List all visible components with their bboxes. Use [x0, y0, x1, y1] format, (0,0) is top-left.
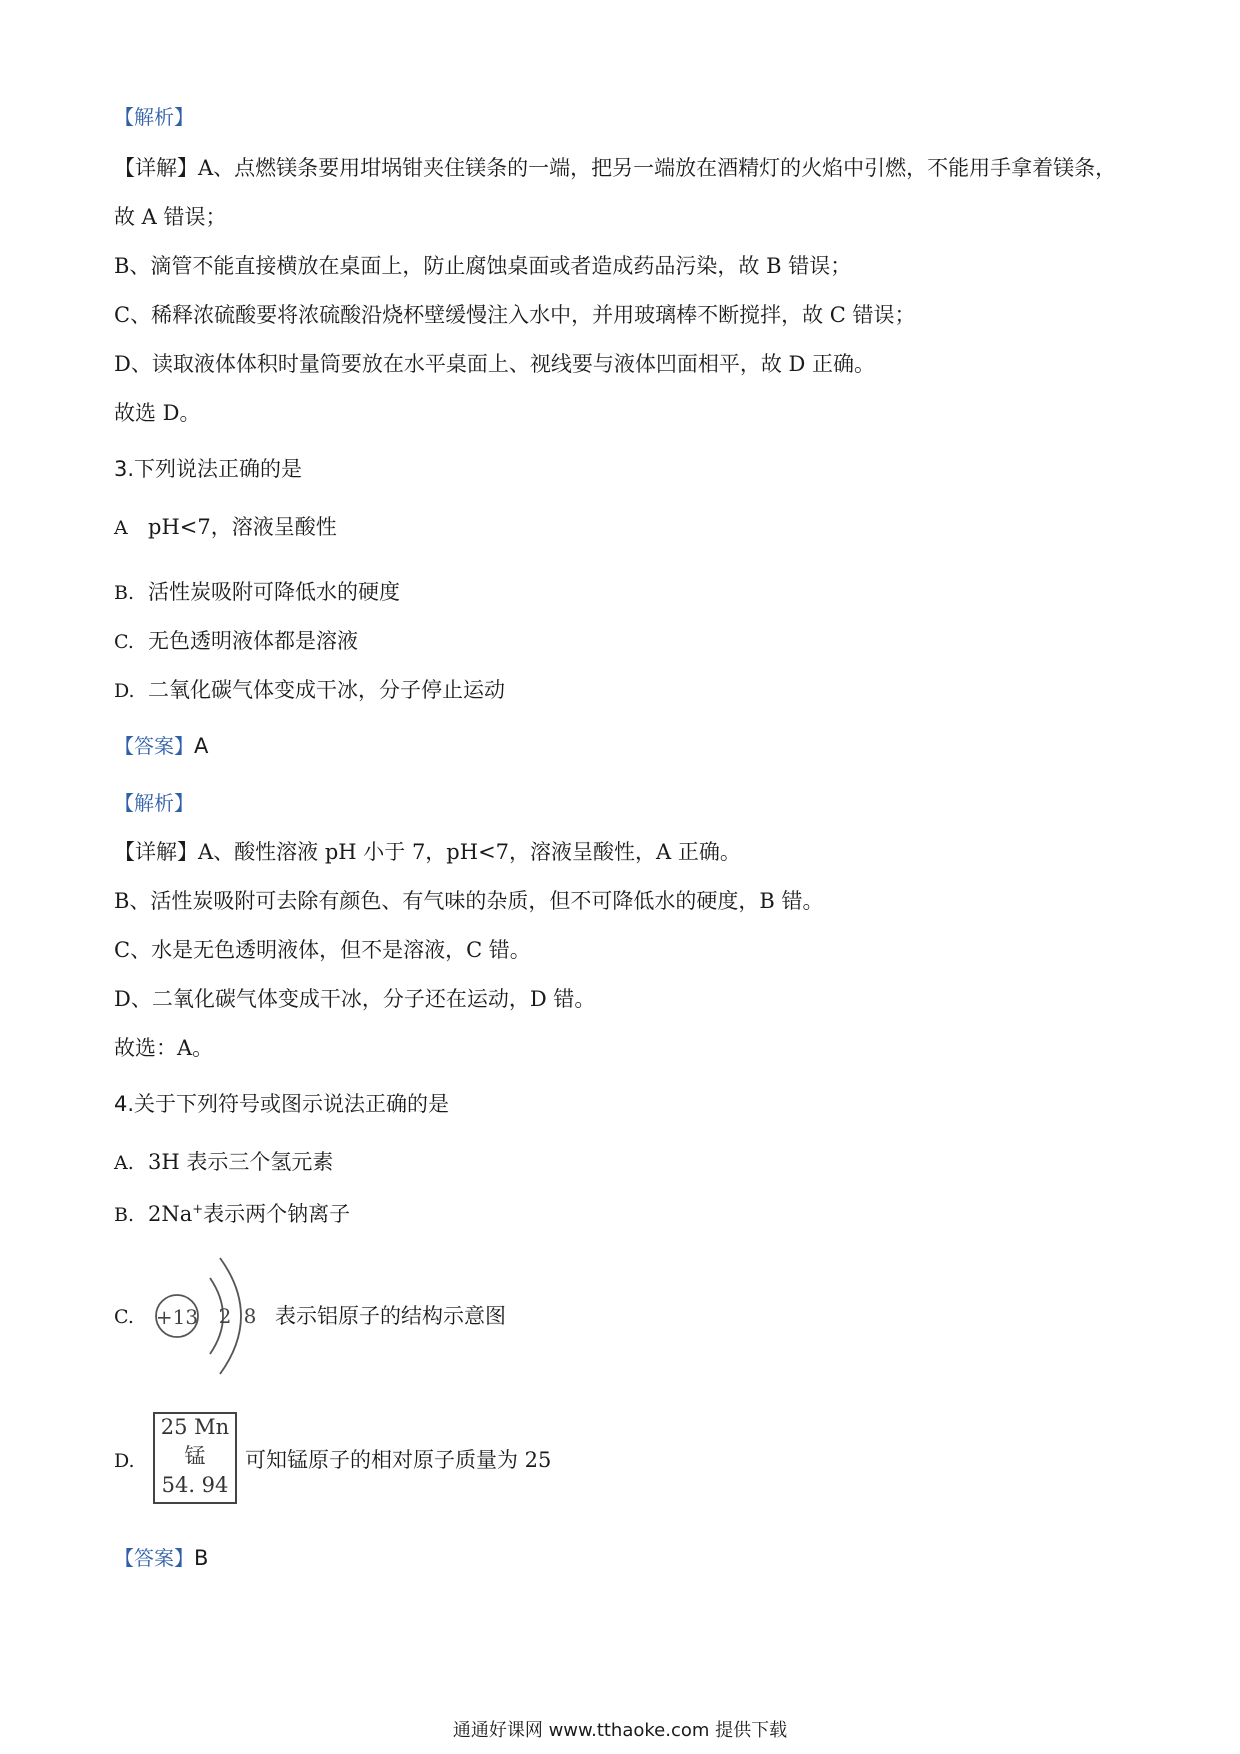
detail-line: D、二氧化碳气体变成干冰，分子还在运动，D 错。 — [114, 987, 596, 1011]
detail-line: C、稀释浓硫酸要将浓硫酸沿烧杯壁缓慢注入水中，并用玻璃棒不断搅拌，故 C 错误； — [114, 303, 916, 327]
detail-line: B、活性炭吸附可去除有颜色、有气味的杂质，但不可降低水的硬度，B 错。 — [114, 889, 824, 913]
answer-tag: 【答案】 — [114, 1546, 194, 1570]
detail-line: D、读取液体体积时量筒要放在水平桌面上、视线要与液体凹面相平，故 D 正确。 — [114, 352, 876, 376]
q4-option-c-text: 表示铝原子的结构示意图 — [275, 1304, 506, 1328]
q4-option-c-label — [114, 1302, 148, 1331]
charge-superscript: + — [192, 1202, 204, 1217]
q4-option-d-text: 可知锰原子的相对原子质量为 25 — [245, 1448, 552, 1472]
option-label: B. — [114, 582, 135, 604]
question-3-stem: 3.下列说法正确的是 — [114, 457, 303, 481]
q3-option-a — [114, 513, 337, 542]
q3-answer — [114, 732, 208, 760]
q3-option-d — [114, 676, 505, 705]
answer-value: B — [194, 1546, 209, 1570]
element-mass: 54. 94 — [161, 1473, 229, 1497]
option-label: C. — [114, 1306, 134, 1328]
option-text: 活性炭吸附可降低水的硬度 — [148, 580, 400, 604]
conclusion-line: 故选 D。 — [114, 401, 201, 425]
analysis-heading: 【解析】 — [114, 105, 194, 129]
option-label: A — [114, 517, 128, 539]
ion-formula: 2Na — [148, 1202, 193, 1226]
detail-line: 【详解】A、酸性溶液 pH 小于 7，pH<7，溶液呈酸性，A 正确。 — [114, 840, 741, 864]
detail-line: C、水是无色透明液体，但不是溶液，C 错。 — [114, 938, 531, 962]
answer-tag: 【答案】 — [114, 734, 194, 758]
q3-option-c — [114, 627, 358, 656]
q4-option-a — [114, 1148, 333, 1177]
detail-line: 【详解】A、点燃镁条要用坩埚钳夹住镁条的一端，把另一端放在酒精灯的火焰中引燃，不能用手拿着镁条， — [114, 156, 1117, 180]
nucleus-charge: +13 — [155, 1305, 199, 1329]
option-label: A. — [114, 1152, 134, 1174]
element-number-symbol: 25 Mn — [160, 1415, 230, 1439]
element-name: 锰 — [184, 1444, 206, 1468]
shell-1-electrons: 2 — [218, 1304, 232, 1328]
q3-option-b — [114, 578, 400, 607]
detail-line: 故 A 错误； — [114, 205, 227, 229]
conclusion-line: 故选：A。 — [114, 1036, 214, 1060]
answer-value: A — [194, 734, 209, 758]
option-label: D. — [114, 680, 135, 702]
shell-2-electrons: 8 — [243, 1304, 257, 1328]
q4-option-b — [114, 1196, 350, 1229]
detail-line: B、滴管不能直接横放在桌面上，防止腐蚀桌面或者造成药品污染，故 B 错误； — [114, 254, 852, 278]
option-text: pH<7，溶液呈酸性 — [148, 515, 337, 539]
question-4-stem: 4.关于下列符号或图示说法正确的是 — [114, 1092, 450, 1116]
q4-option-d-label — [114, 1446, 148, 1475]
option-label: D. — [114, 1450, 135, 1472]
option-label: C. — [114, 631, 134, 653]
option-label: B. — [114, 1204, 135, 1226]
option-text: 二氧化碳气体变成干冰，分子停止运动 — [148, 678, 505, 702]
option-text: 表示两个钠离子 — [203, 1202, 351, 1226]
q4-answer — [114, 1544, 208, 1572]
option-text: 3H 表示三个氢元素 — [148, 1150, 334, 1174]
atom-structure-diagram — [148, 1248, 266, 1384]
periodic-table-cell — [153, 1412, 237, 1504]
analysis-heading: 【解析】 — [114, 791, 194, 815]
option-text: 无色透明液体都是溶液 — [148, 629, 358, 653]
page-footer: 通通好课网 www.tthaoke.com 提供下载 — [452, 1720, 788, 1741]
